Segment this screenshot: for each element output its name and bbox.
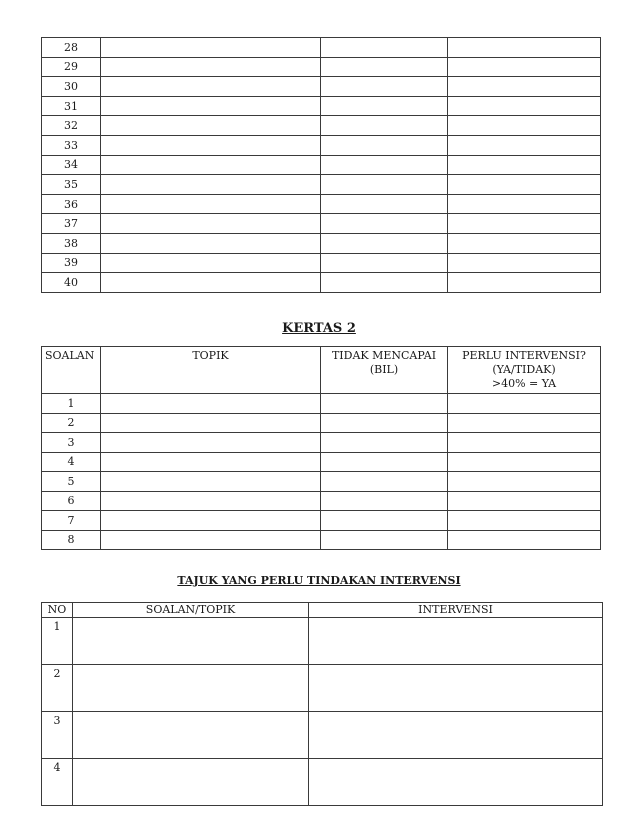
topik-cell[interactable]: [101, 433, 321, 453]
table-row: [42, 394, 601, 414]
tidak-mencapai-cell[interactable]: [321, 394, 448, 414]
intervensi-header: INTERVENSI: [309, 603, 603, 618]
table-row: [42, 511, 601, 531]
kertas2-table: [41, 346, 601, 550]
topik-cell[interactable]: [101, 253, 321, 273]
topik-cell[interactable]: [101, 77, 321, 97]
perlu-intervensi-cell[interactable]: [448, 57, 601, 77]
tidak-mencapai-cell[interactable]: [321, 491, 448, 511]
tidak-mencapai-cell[interactable]: [321, 116, 448, 136]
perlu-intervensi-cell[interactable]: [448, 394, 601, 414]
table-row: [42, 665, 603, 712]
topik-cell[interactable]: [101, 413, 321, 433]
perlu-intervensi-cell[interactable]: [448, 433, 601, 453]
table-row: [42, 759, 603, 806]
perlu-intervensi-header: [448, 347, 601, 394]
perlu-intervensi-cell[interactable]: [448, 472, 601, 492]
row-number: 36: [42, 194, 101, 214]
topik-cell[interactable]: [101, 511, 321, 531]
table-row: [42, 135, 601, 155]
perlu-intervensi-line2: (YA/TIDAK): [492, 363, 556, 376]
table-row: [42, 530, 601, 550]
table-row: [42, 253, 601, 273]
row-number: 8: [42, 530, 101, 550]
table-row: [42, 57, 601, 77]
row-number: 31: [42, 96, 101, 116]
table-row: [42, 273, 601, 293]
tidak-mencapai-cell[interactable]: [321, 57, 448, 77]
row-number: 7: [42, 511, 101, 531]
topik-cell[interactable]: [101, 135, 321, 155]
tidak-mencapai-line2: (BIL): [369, 363, 399, 376]
kertas2-header: [42, 347, 601, 394]
row-number: 37: [42, 214, 101, 234]
soalan-topik-cell[interactable]: [73, 712, 309, 759]
tidak-mencapai-cell[interactable]: [321, 472, 448, 492]
row-number: 29: [42, 57, 101, 77]
perlu-intervensi-cell[interactable]: [448, 491, 601, 511]
intervensi-cell[interactable]: [309, 712, 603, 759]
row-number: 28: [42, 38, 101, 58]
table-row: [42, 433, 601, 453]
table-row: [42, 155, 601, 175]
kertas1-table: [41, 37, 601, 293]
row-number: 30: [42, 77, 101, 97]
topik-header: TOPIK: [101, 347, 321, 394]
row-number: 40: [42, 273, 101, 293]
table-row: [42, 618, 603, 665]
table-row: [42, 452, 601, 472]
row-number: 3: [42, 433, 101, 453]
tidak-mencapai-cell[interactable]: [321, 155, 448, 175]
topik-cell[interactable]: [101, 472, 321, 492]
topik-cell[interactable]: [101, 57, 321, 77]
perlu-intervensi-cell[interactable]: [448, 233, 601, 253]
soalan-topik-cell[interactable]: [73, 618, 309, 665]
row-number: 2: [42, 413, 101, 433]
perlu-intervensi-cell[interactable]: [448, 273, 601, 293]
tidak-mencapai-cell[interactable]: [321, 77, 448, 97]
soalan-topik-header: SOALAN/TOPIK: [73, 603, 309, 618]
row-number: 4: [42, 452, 101, 472]
topik-cell[interactable]: [101, 452, 321, 472]
topik-cell[interactable]: [101, 273, 321, 293]
perlu-intervensi-cell[interactable]: [448, 135, 601, 155]
tidak-mencapai-cell[interactable]: [321, 38, 448, 58]
perlu-intervensi-cell[interactable]: [448, 38, 601, 58]
no-header: NO: [42, 603, 73, 618]
row-number: 6: [42, 491, 101, 511]
soalan-header: SOALAN: [42, 347, 101, 394]
topik-cell[interactable]: [101, 194, 321, 214]
soalan-topik-cell[interactable]: [73, 665, 309, 712]
topik-cell[interactable]: [101, 175, 321, 195]
perlu-intervensi-line1: PERLU INTERVENSI?: [462, 349, 586, 362]
perlu-intervensi-cell[interactable]: [448, 452, 601, 472]
topik-cell[interactable]: [101, 38, 321, 58]
row-number: 2: [42, 665, 73, 712]
table-row: [42, 233, 601, 253]
perlu-intervensi-cell[interactable]: [448, 155, 601, 175]
row-number: 35: [42, 175, 101, 195]
header-row: [42, 603, 603, 618]
row-number: 33: [42, 135, 101, 155]
table-row: [42, 712, 603, 759]
perlu-intervensi-line3: >40% = YA: [491, 377, 557, 390]
tidak-mencapai-cell[interactable]: [321, 175, 448, 195]
tajuk-table: [41, 602, 603, 806]
table-row: [42, 194, 601, 214]
intervensi-cell[interactable]: [309, 759, 603, 806]
perlu-intervensi-cell[interactable]: [448, 530, 601, 550]
perlu-intervensi-cell[interactable]: [448, 413, 601, 433]
row-number: 1: [42, 618, 73, 665]
tidak-mencapai-cell[interactable]: [321, 96, 448, 116]
tidak-mencapai-cell[interactable]: [321, 233, 448, 253]
perlu-intervensi-cell[interactable]: [448, 116, 601, 136]
tidak-mencapai-header: [321, 347, 448, 394]
perlu-intervensi-cell[interactable]: [448, 253, 601, 273]
row-number: 39: [42, 253, 101, 273]
table-row: [42, 77, 601, 97]
tajuk-header: [42, 603, 603, 618]
topik-cell[interactable]: [101, 155, 321, 175]
tidak-mencapai-line1: TIDAK MENCAPAI: [331, 349, 437, 362]
intervensi-cell[interactable]: [309, 618, 603, 665]
table-row: [42, 175, 601, 195]
topik-cell[interactable]: [101, 233, 321, 253]
row-number: 5: [42, 472, 101, 492]
tidak-mencapai-cell[interactable]: [321, 135, 448, 155]
header-row: [42, 347, 601, 394]
kertas2-body: [42, 394, 601, 550]
perlu-intervensi-cell[interactable]: [448, 175, 601, 195]
perlu-intervensi-cell[interactable]: [448, 77, 601, 97]
table-row: [42, 96, 601, 116]
topik-cell[interactable]: [101, 116, 321, 136]
tidak-mencapai-cell[interactable]: [321, 194, 448, 214]
perlu-intervensi-cell[interactable]: [448, 96, 601, 116]
tidak-mencapai-cell[interactable]: [321, 253, 448, 273]
row-number: 4: [42, 759, 73, 806]
tidak-mencapai-cell[interactable]: [321, 452, 448, 472]
tidak-mencapai-cell[interactable]: [321, 433, 448, 453]
table-row: [42, 116, 601, 136]
table-row: [42, 472, 601, 492]
tidak-mencapai-cell[interactable]: [321, 511, 448, 531]
intervensi-cell[interactable]: [309, 665, 603, 712]
kertas2-heading: KERTAS 2: [282, 321, 356, 336]
tajuk-body: [42, 618, 603, 806]
table-row: [42, 214, 601, 234]
table-row: [42, 413, 601, 433]
tidak-mencapai-cell[interactable]: [321, 273, 448, 293]
perlu-intervensi-cell[interactable]: [448, 214, 601, 234]
soalan-topik-cell[interactable]: [73, 759, 309, 806]
topik-cell[interactable]: [101, 214, 321, 234]
topik-cell[interactable]: [101, 491, 321, 511]
row-number: 38: [42, 233, 101, 253]
tidak-mencapai-cell[interactable]: [321, 413, 448, 433]
row-number: 3: [42, 712, 73, 759]
row-number: 1: [42, 394, 101, 414]
row-number: 34: [42, 155, 101, 175]
topik-cell[interactable]: [101, 96, 321, 116]
perlu-intervensi-cell[interactable]: [448, 194, 601, 214]
table-row: [42, 38, 601, 58]
tidak-mencapai-cell[interactable]: [321, 530, 448, 550]
tidak-mencapai-cell[interactable]: [321, 214, 448, 234]
perlu-intervensi-cell[interactable]: [448, 511, 601, 531]
kertas1-body: [42, 38, 601, 293]
topik-cell[interactable]: [101, 530, 321, 550]
table-row: [42, 491, 601, 511]
tajuk-heading: TAJUK YANG PERLU TINDAKAN INTERVENSI: [177, 574, 461, 587]
topik-cell[interactable]: [101, 394, 321, 414]
row-number: 32: [42, 116, 101, 136]
